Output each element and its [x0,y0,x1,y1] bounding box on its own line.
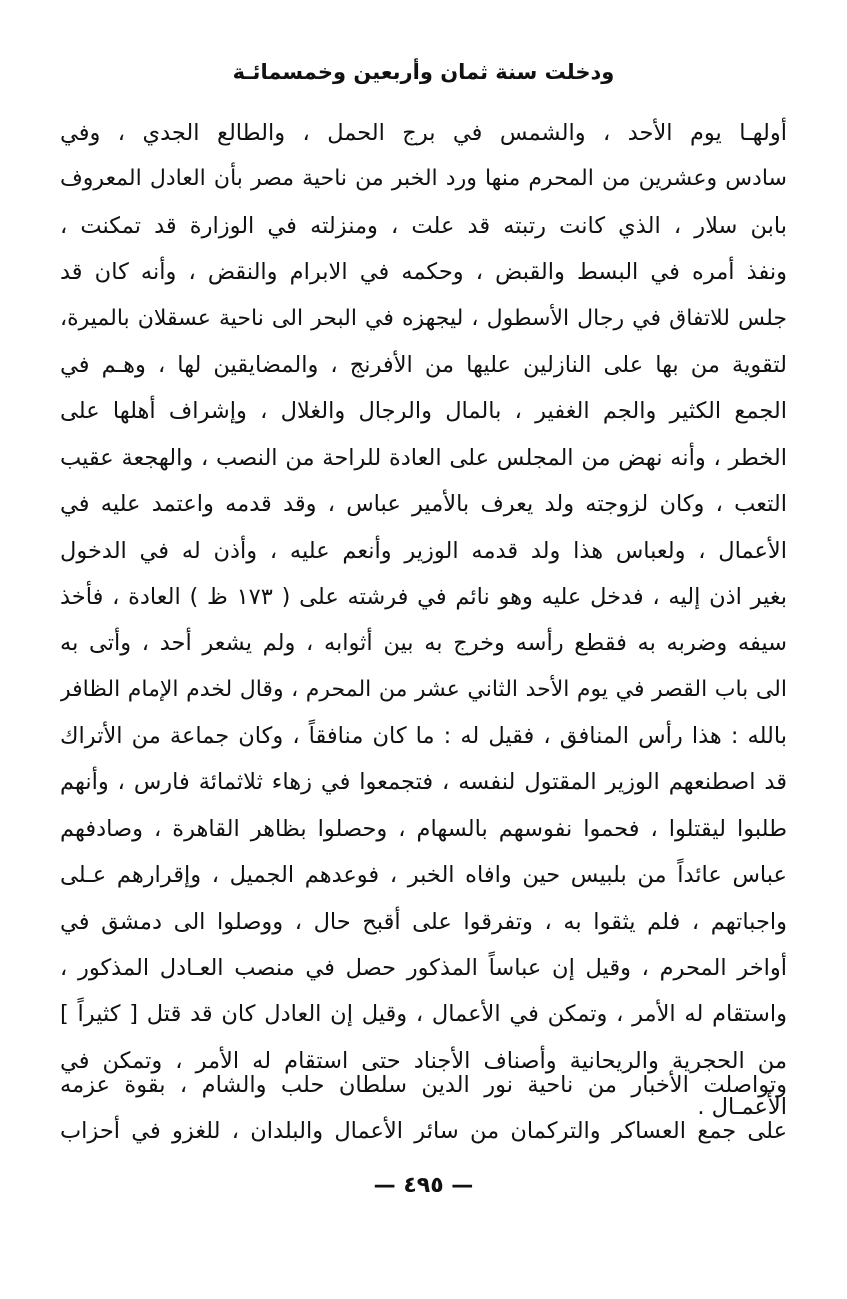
text-line: الأعمـال . [697,1094,787,1121]
text-line: قد اصطنعهم الوزير المقتول لنفسه ، فتجمعوا في زهاء ثلاثمائة فارس ، وأنهم [60,769,787,796]
text-line: التعب ، وكان لزوجته ولد يعرف بالأمير عباس ، وقد قدمه واعتمد عليه في [60,491,787,518]
text-line: لتقوية من بها على النازلين عليها من الأفرنج ، والمضايقين لها ، وهـم في [60,351,787,378]
text-line: أولهـا يوم الأحد ، والشمس في برج الحمل ، والطالع الجدي ، وفي [60,120,787,146]
text-line: بغير اذن إليه ، فدخل عليه وهو نائم في فرشته على ( ١٧٣ ظ ) العادة ، فأخذ [60,583,787,610]
text-line: واجباتهم ، فلم يثقوا به ، وتفرقوا على أقبح حال ، ووصلوا الى دمشق في [60,908,787,935]
text-line: أواخر المحرم ، وقيل إن عباساً المذكور حصل في منصب العـادل المذكور ، [60,955,787,982]
text-line: وتواصلت الأخبار من ناحية نور الدين سلطان حلب والشام ، بقوة عزمه [60,1072,787,1098]
text-line: سيفه وضربه به فقطع رأسه وخرج به بين أثوابه ، ولم يشعر أحد ، وأتى به [60,630,787,657]
text-line: جلس للاتفاق في رجال الأسطول ، ليجهزه في البحر الى ناحية عسقلان بالميرة، [60,305,787,331]
text-line: واستقام له الأمر ، وتمكن في الأعمال ، وقيل إن العادل كان قد قتل [ كثيراً ] [60,1001,787,1028]
text-line: ونفذ أمره في البسط والقبض ، وحكمه في الابرام والنقض ، وأنه كان قد [60,259,787,286]
paragraph-1 [60,110,787,1131]
text-line: بالله : هذا رأس المنافق ، فقيل له : ما كان منافقاً ، وكان جماعة من الأتراك [60,723,787,750]
text-line: بابن سلار ، الذي كانت رتبته قد علت ، ومنزلته في الوزارة قد تمكنت ، [60,212,787,239]
text-line: سادس وعشرين من المحرم منها ورد الخبر من ناحية مصر بأن العادل المعروف [60,166,787,192]
text-line: من الحجرية والريحانية وأصناف الأجناد حتى استقام له الأمر ، وتمكن في [60,1047,787,1074]
text-line: الخطر ، وأنه نهض من المجلس على العادة للراحة من النصب ، والهجعة عقيب [60,444,787,471]
text-line: على جمع العساكر والتركمان من سائر الأعمال والبلدان ، للغزو في أحزاب [60,1118,787,1145]
page-number: — ٤٩٥ — [373,1173,474,1198]
paragraph-2 [60,1062,787,1155]
text-line: الأعمال ، ولعباس هذا ولد قدمه الوزير وأنعم عليه ، وأذن له في الدخول [60,537,787,564]
running-head: ودخلت سنة ثمان وأربعين وخمسمائـة [232,60,615,84]
text-line: طلبوا ليقتلوا ، فحموا نفوسهم بالسهام ، وحصلوا بظاهر القاهرة ، وصادفهم [60,815,787,842]
text-line: الجمع الكثير والجم الغفير ، بالمال والرجال والغلال ، وإشراف أهلها على [60,398,787,425]
text-line: الى باب القصر في يوم الأحد الثاني عشر من المحرم ، وقال لخدم الإمام الظافر [60,676,787,702]
text-line: عباس عائداً من بلبيس حين وافاه الخبر ، فوعدهم الجميل ، وإقرارهم عـلى [60,862,787,889]
